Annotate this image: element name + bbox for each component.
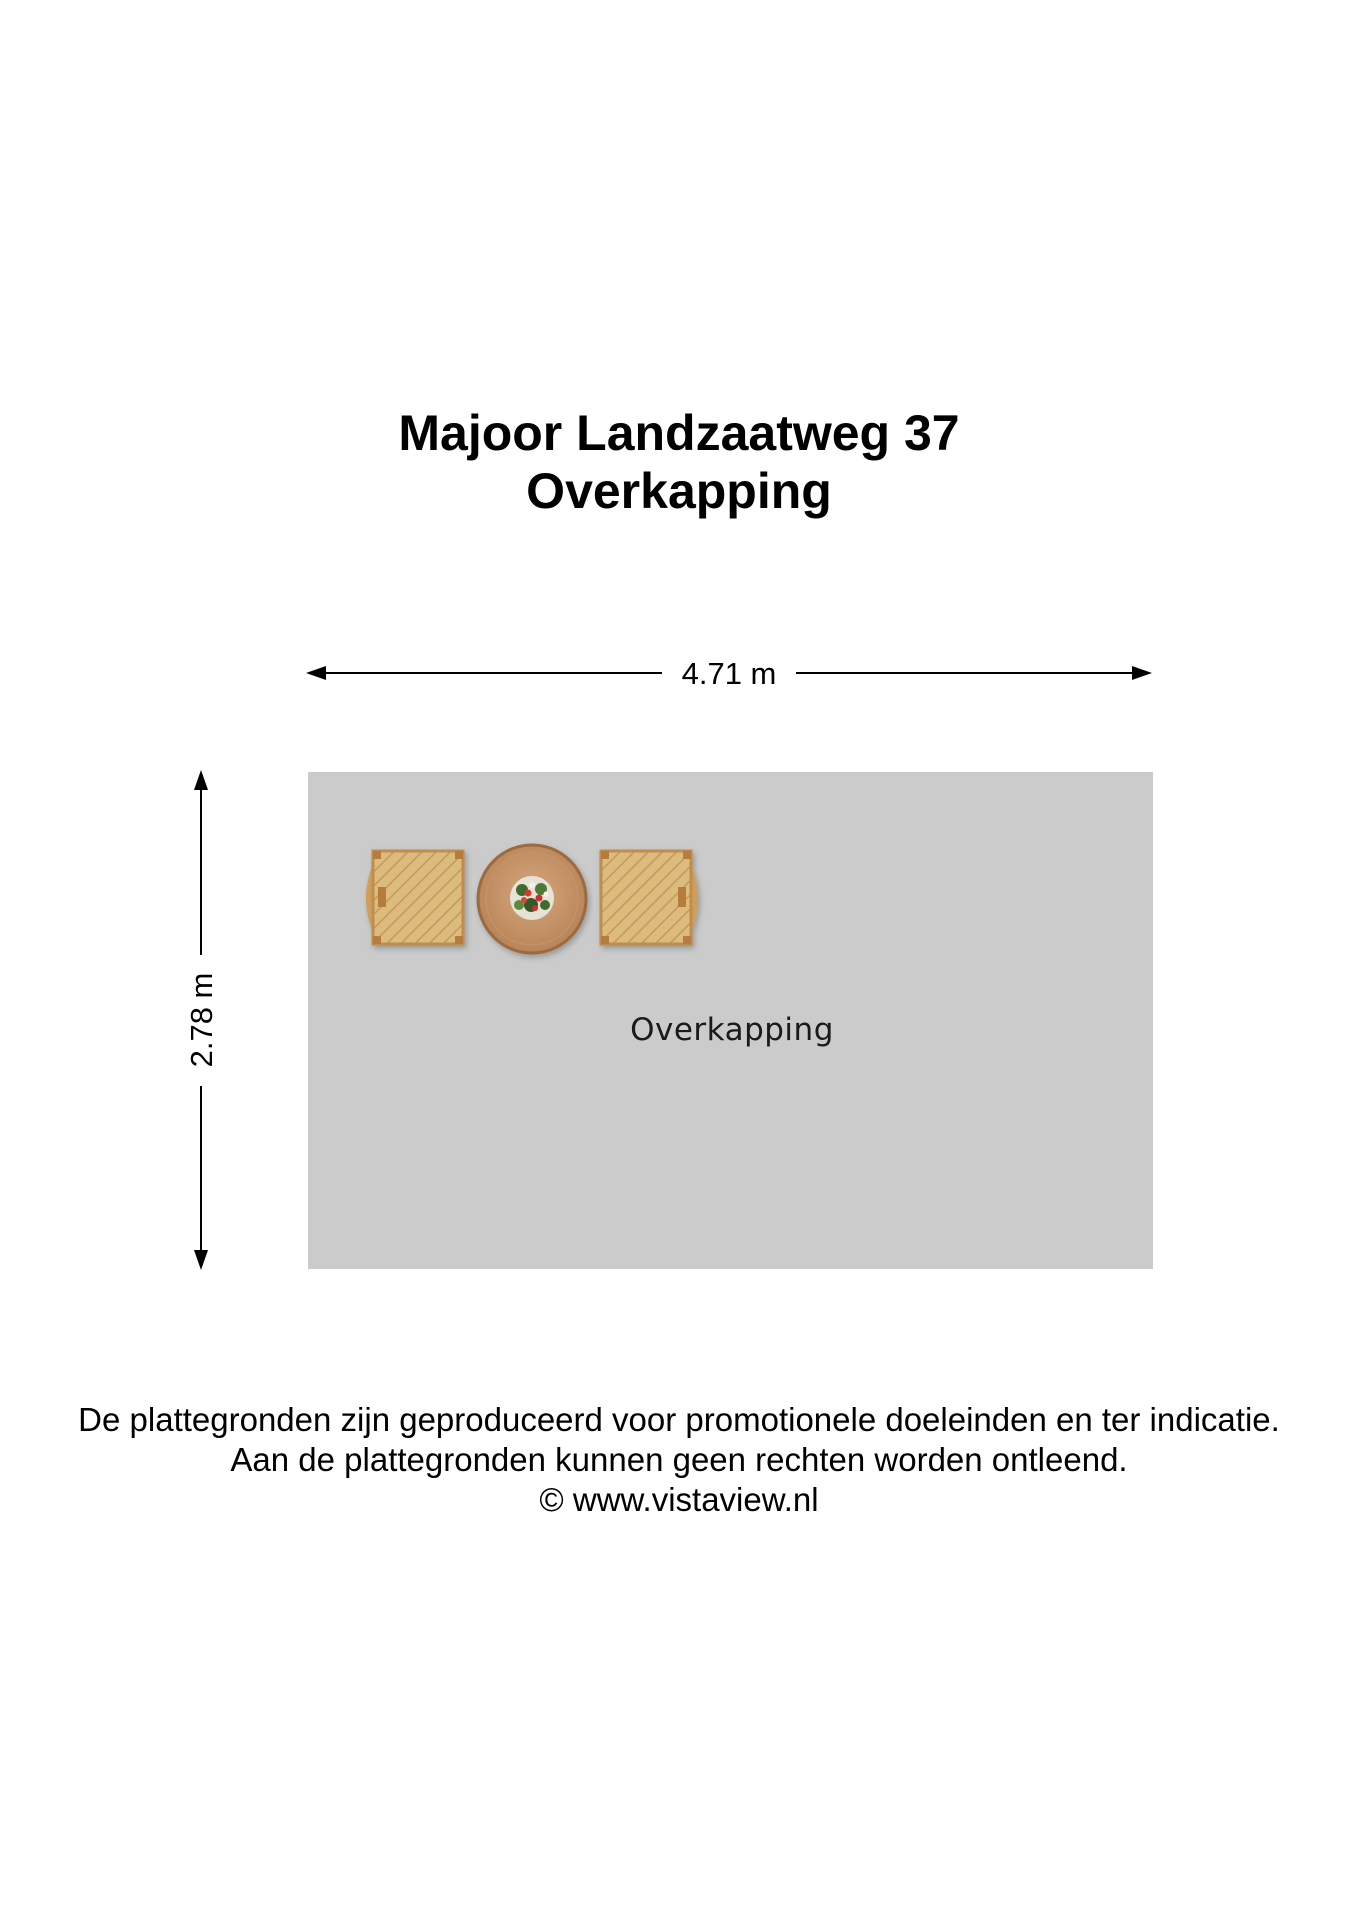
chair-right-icon xyxy=(601,851,695,944)
depth-dimension-label: 2.78 m xyxy=(184,972,219,1068)
width-dimension xyxy=(306,656,1152,691)
chair-left-icon xyxy=(369,851,463,944)
disclaimer-line: De plattegronden zijn geproduceerd voor promotionele doeleinden en ter indicatie. xyxy=(78,1401,1280,1438)
plant-icon xyxy=(510,876,554,920)
disclaimer-line: Aan de plattegronden kunnen geen rechten worden ontleend. xyxy=(230,1441,1128,1478)
arrow-down-icon xyxy=(194,1250,208,1270)
copyright-line: © www.vistaview.nl xyxy=(539,1481,819,1518)
room-label: Overkapping xyxy=(630,1012,834,1048)
arrow-up-icon xyxy=(194,770,208,790)
depth-dimension xyxy=(184,770,219,1270)
page-subtitle: Overkapping xyxy=(526,463,832,519)
page-title: Majoor Landzaatweg 37 xyxy=(398,405,960,461)
width-dimension-label: 4.71 m xyxy=(681,656,777,691)
arrow-left-icon xyxy=(306,666,326,680)
arrow-right-icon xyxy=(1132,666,1152,680)
